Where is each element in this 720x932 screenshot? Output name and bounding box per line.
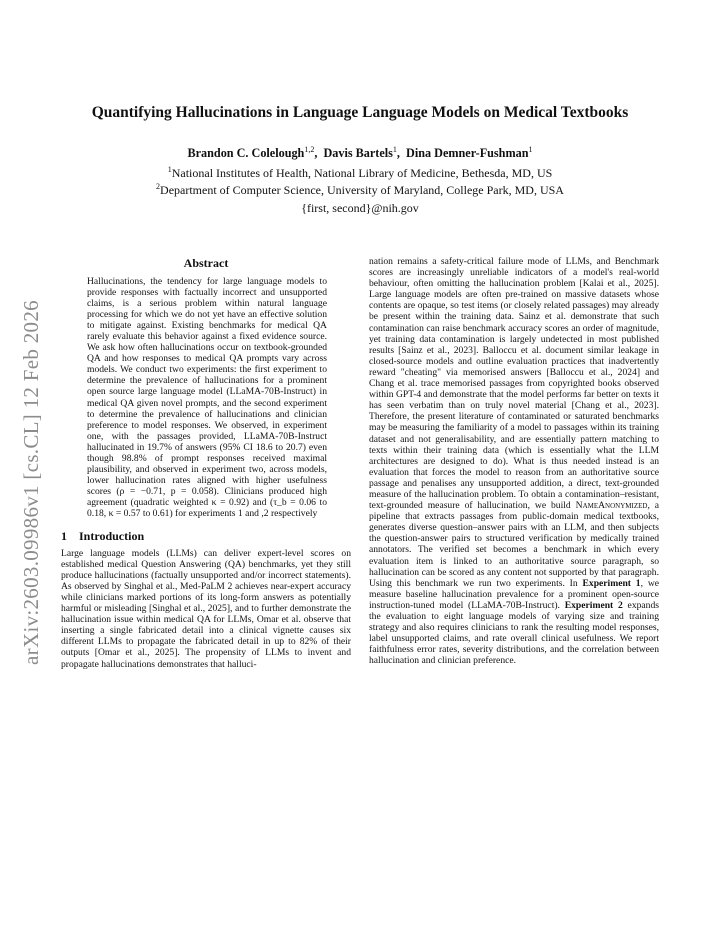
pipeline-name: NameAnonymized — [575, 500, 648, 512]
author-name: Davis Bartels — [323, 146, 393, 161]
affiliation-mark: 2 — [156, 182, 161, 191]
arxiv-identifier-stamp — [16, 262, 46, 702]
author-email: {first, second}@nih.gov — [301, 201, 419, 215]
right-column — [369, 256, 659, 666]
author-name: Dina Demner-Fushman — [406, 146, 529, 161]
affiliation-text: National Institutes of Health, National Library of Medicine, Bethesda, MD, US — [171, 166, 553, 180]
section-number: 1 — [61, 529, 67, 544]
author-affiliation-mark: 1,2 — [304, 145, 315, 154]
intro-text-part: , a pipeline that extracts passages from public-domain medical textbooks, generates diverse question–answer pairs with an LLM, and then subjects the question-answer pairs to structured verification by medically trained annotators. The verified set becomes a benchmark in which every evaluation item is linked to an authoritative source paragraph, so hallucination can be scored as any content not supported by that paragraph. Using this benchmark we run two experiments. In — [369, 500, 660, 589]
intro-text-part: , we measure baseline hallucination prevalence for a prominent open-source instruction-tuned model (LLaMA-70B-Instruct). — [369, 577, 659, 611]
experiment-1-label: Experiment 1 — [582, 577, 641, 589]
author-line — [40, 145, 680, 161]
section-title: Introduction — [79, 529, 145, 544]
abstract-text: Hallucinations, the tendency for large language models to provide responses with factually incorrect and unsupported claims, is a serious problem within natural language processing for which we do not yet have an effective solution to mitigate against. Existing benchmarks for medical QA rarely evaluate this behavior against a fixed evidence source. We ask how often hallucinations occur on textbook-grounded QA and how responses to medical QA prompts vary across models. We conduct two experiments: the first experiment to determine the prevalence of hallucinations for a prominent open source large language model (LLaMA-70B-Instruct) in medical QA given novel prompts, and the second experiment to determine the prevalence of hallucinations and clinician preference to model responses. We observed, in experiment one, with the passages provided, LLaMA-70B-Instruct hallucinated in 19.7% of answers (95% CI 18.6 to 20.7) even though 98.8% of prompt responses received maximal plausibility, and observed in experiment two, across models, lower hallucination rates aligned with higher usefulness scores (ρ = −0.71, p = 0.058). Clinicians produced high agreement (quadratic weighted κ = 0.92) and (τ_b = 0.06 to 0.18, κ = 0.57 to 0.61) for experiments 1 and ,2 respectively — [87, 276, 327, 519]
left-column — [61, 256, 351, 670]
arxiv-identifier: arXiv:2603.09986v1 [cs.CL] 12 Feb 2026 — [18, 299, 43, 665]
author-affiliation-mark: 1 — [392, 145, 397, 154]
affiliation-2 — [40, 182, 680, 198]
affiliation-text: Department of Computer Science, University of Maryland, College Park, MD, USA — [160, 183, 564, 197]
introduction-paragraph: Large language models (LLMs) can deliver expert-level scores on established medical Question Answering (QA) benchmarks, yet they still produce hallucinations (factually unsupported and/or incorrect statements). As observed by Singhal et al., Med-PaLM 2 achieves near-expert accuracy while clinicians marked portions of its long-form answers as potentially harmful or misleading [Singhal et al., 2025], and to further demonstrate the hallucination issue within medical QA for LLMs, Omar et al. observe that inserting a single fabricated detail into a clinical vignette causes six different LLMs to propagate the fabricated detail in up to 82% of their outputs [Omar et al., 2025]. The propensity of LLMs to invent and propagate hallucinations demonstrates that halluci- — [61, 548, 351, 670]
section-heading-introduction — [61, 529, 351, 544]
introduction-continued-paragraph — [369, 256, 659, 666]
intro-text-part: nation remains a safety-critical failure mode of LLMs, and Benchmark scores are increasingly unreliable indicators of a model's real-world behaviour, often omitting the hallucination problem [Kalai et al., 2025]. Large language models are often pre-trained on massive datasets whose contents are opaque, so test items (or closely related passages) may already be present within the training data. Sainz et al. demonstrate that such contamination can raise benchmark accuracy scores an order of magnitude, yet training data contamination is largely undetected in most published results [Sainz et al., 2023]. Balloccu et al. document similar leakage in closed-source models and outline evaluation practices that inadvertently reward "cheating" via memorised answers [Balloccu et al., 2024] and Chang et al. trace memorised passages from copyrighted books observed within GPT-4 and demonstrate that the model performs far better on texts it has seen verbatim than on truly novel material [Chang et al., 2023]. Therefore, the present literature of contaminated or saturated benchmarks may be measuring the familiarity of a model to passages within its training dataset and not generalisability, and are essentially pattern matching to texts within their training data (which is essentially what the LLM architectures are designed to do). What is thus needed instead is an evaluation that forces the model to reason from an authoritative source passage and penalises any unsupported addition, a direct, text-grounded measure of the hallucination problem. To obtain a contamination–resistant, text-grounded measure of hallucination, we build — [369, 256, 659, 512]
author-name: Brandon C. Colelough — [187, 146, 305, 161]
experiment-2-label: Experiment 2 — [564, 599, 623, 611]
abstract-heading: Abstract — [183, 256, 229, 270]
affiliation-1 — [40, 165, 680, 181]
author-affiliation-mark: 1 — [528, 145, 533, 154]
paper-title: Quantifying Hallucinations in Language Language Models on Medical Textbooks — [91, 104, 629, 121]
author-separator: , — [314, 146, 318, 161]
intro-text-part: expands the evaluation to eight language models of varying size and training strategy and also requires clinicians to rank the resulting model responses, label unsupported claims, and rate overall clinical usefulness. We report faithfulness error rates, severity distributions, and the correlation between hallucination and clinician preference. — [369, 599, 659, 667]
affiliation-mark: 1 — [167, 165, 172, 174]
author-separator: , — [396, 146, 400, 161]
